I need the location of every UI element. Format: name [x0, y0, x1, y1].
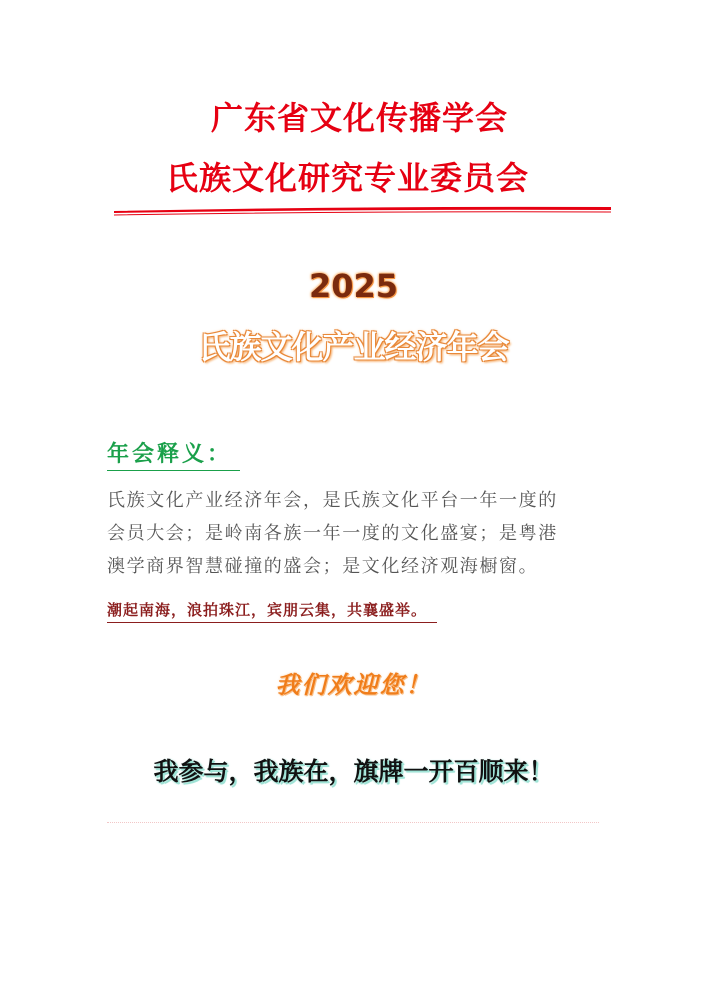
organization-name: 广东省文化传播学会: [210, 99, 508, 137]
divider-thin-line: [114, 212, 611, 215]
body-line: 澳学商界智慧碰撞的盛会；是文化经济观海橱窗。: [107, 556, 539, 577]
body-line: 氏族文化产业经济年会，是氏族文化平台一年一度的: [107, 490, 558, 511]
body-line: 会员大会；是岭南各族一年一度的文化盛宴；是粤港: [107, 523, 558, 544]
event-year: 2025: [308, 267, 399, 305]
event-title: 氏族文化产业经济年会: [198, 328, 509, 366]
slogan: 我参与，我族在，旗牌一开百顺来！: [153, 757, 554, 786]
welcome-text: 我们欢迎您！: [275, 670, 432, 699]
section-body: [107, 484, 603, 583]
section-heading: 年会释义：: [107, 440, 240, 471]
footer-divider: [107, 822, 599, 823]
header-divider: [114, 204, 611, 216]
committee-name: 氏族文化研究专业委员会: [165, 159, 529, 197]
tagline: 潮起南海，浪拍珠江，宾朋云集，共襄盛举。: [107, 598, 437, 623]
